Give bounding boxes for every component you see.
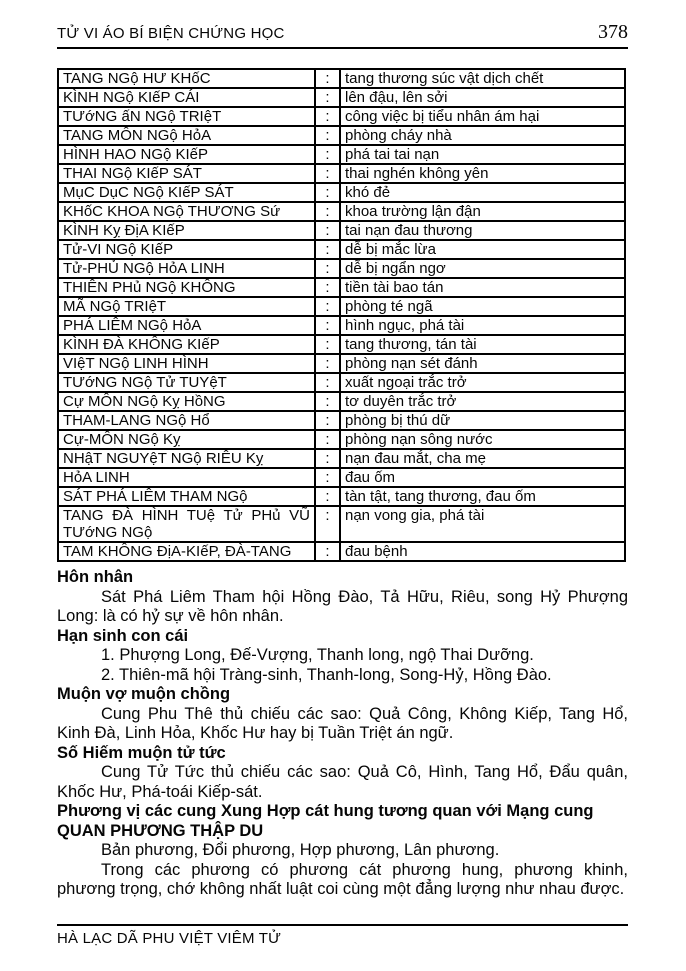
paragraph: Sát Phá Liêm Tham hội Hồng Đào, Tả Hữu, Riêu, song Hỷ Phượng Long: là có hỷ sự về hôn nhân. — [57, 587, 628, 625]
table-row — [58, 202, 625, 221]
paragraph: Cung Phu Thê thủ chiếu các sao: Quả Công, Không Kiếp, Tang Hổ, Kinh Đà, Linh Hỏa, Khốc Hư hay bị Tuần Triệt án ngữ. — [57, 704, 628, 742]
table-cell-separator: : — [315, 354, 340, 373]
table-row — [58, 145, 625, 164]
table-cell-definition: lên đậu, lên sởi — [340, 88, 625, 107]
table-cell-term: MÃ NGộ TRIệT — [58, 297, 315, 316]
table-cell-term: KÌNH Kỵ ĐịA KIếP — [58, 221, 315, 240]
table-cell-definition: tai nạn đau thương — [340, 221, 625, 240]
page-number: 378 — [598, 21, 628, 43]
table-cell-definition: xuất ngoại trắc trở — [340, 373, 625, 392]
table-cell-definition: phòng cháy nhà — [340, 126, 625, 145]
table-cell-definition: dễ bị mắc lừa — [340, 240, 625, 259]
table-cell-definition: thai nghén không yên — [340, 164, 625, 183]
table-cell-separator: : — [315, 221, 340, 240]
page-header-title: TỬ VI ÁO BÍ BIỆN CHỨNG HỌC — [57, 25, 285, 42]
table-cell-separator: : — [315, 145, 340, 164]
table-cell-separator: : — [315, 240, 340, 259]
table-cell-separator: : — [315, 411, 340, 430]
section — [57, 744, 628, 803]
table-cell-separator: : — [315, 202, 340, 221]
table-cell-definition: phòng té ngã — [340, 297, 625, 316]
table-cell-definition: nạn vong gia, phá tài — [340, 506, 625, 542]
paragraph: Bản phương, Đổi phương, Hợp phương, Lân phương. — [101, 841, 500, 859]
star-glossary-table — [57, 68, 626, 562]
table-cell-term: Cự MÔN NGộ Kỵ HồNG — [58, 392, 315, 411]
table-row — [58, 487, 625, 506]
table-cell-term: THIÊN PHủ NGộ KHÔNG — [58, 278, 315, 297]
table-cell-term: TANG ĐÀ HÌNH TUệ Tử PHủ VŨ TƯớNG NGộ — [58, 506, 315, 542]
table-cell-separator: : — [315, 164, 340, 183]
table-cell-definition: phá tai tai nạn — [340, 145, 625, 164]
table-row — [58, 107, 625, 126]
body-text — [57, 568, 628, 900]
table-cell-term: HÌNH HAO NGộ KIếP — [58, 145, 315, 164]
section — [57, 568, 628, 627]
page-footer — [57, 926, 628, 948]
table-cell-term: Cự-MÔN NGộ Kỵ — [58, 430, 315, 449]
table-cell-term: Tử-PHỦ NGộ HỏA LINH — [58, 259, 315, 278]
table-cell-definition: công việc bị tiểu nhân ám hại — [340, 107, 625, 126]
table-cell-term: Tử-VI NGộ KIếP — [58, 240, 315, 259]
table-cell-separator: : — [315, 430, 340, 449]
table-cell-term: KHốC KHOA NGộ THƯƠNG Sứ — [58, 202, 315, 221]
table-cell-term: SÁT PHÁ LIÊM THAM NGộ — [58, 487, 315, 506]
table-cell-term: TANG NGộ HƯ KHốC — [58, 69, 315, 88]
paragraph: 1. Phượng Long, Đế-Vượng, Thanh long, ngộ Thai Dưỡng. — [101, 646, 534, 664]
table-cell-definition: tang thương súc vật dịch chết — [340, 69, 625, 88]
section — [57, 627, 628, 686]
table-cell-term: THAI NGộ KIếP SÁT — [58, 164, 315, 183]
table-cell-definition: dễ bị ngẩn ngơ — [340, 259, 625, 278]
footer-text: HÀ LẠC DÃ PHU VIỆT VIÊM TỬ — [57, 930, 282, 947]
table-row — [58, 542, 625, 561]
table-cell-separator: : — [315, 126, 340, 145]
table-cell-separator: : — [315, 259, 340, 278]
table-cell-definition: hình ngục, phá tài — [340, 316, 625, 335]
table-row — [58, 449, 625, 468]
table-cell-separator: : — [315, 468, 340, 487]
table-cell-separator: : — [315, 297, 340, 316]
table-row — [58, 430, 625, 449]
table-row — [58, 411, 625, 430]
table-row — [58, 392, 625, 411]
table-cell-separator: : — [315, 542, 340, 561]
table-cell-definition: nạn đau mắt, cha mẹ — [340, 449, 625, 468]
table-cell-definition: tiền tài bao tán — [340, 278, 625, 297]
table-cell-separator: : — [315, 107, 340, 126]
table-cell-definition: tàn tật, tang thương, đau ốm — [340, 487, 625, 506]
table-cell-term: NHậT NGUYệT NGộ RIÊU Kỵ — [58, 449, 315, 468]
table-cell-separator: : — [315, 278, 340, 297]
paragraph: Cung Tử Tức thủ chiếu các sao: Quả Cô, Hình, Tang Hổ, Đẩu quân, Khốc Hư, Phá-toái Kiếp-sát. — [57, 763, 628, 801]
table-row — [58, 88, 625, 107]
paragraph: Trong các phương có phương cát phương hung, phương khinh, phương trọng, chớ không nhất luật coi cùng một đẳng lượng như nhau được. — [57, 860, 628, 898]
table-cell-separator: : — [315, 335, 340, 354]
table-cell-term: TƯớNG ấN NGộ TRIệT — [58, 107, 315, 126]
table-row — [58, 164, 625, 183]
table-row — [58, 69, 625, 88]
table-cell-separator: : — [315, 316, 340, 335]
section-heading: Số Hiếm muộn tử tức — [57, 743, 226, 762]
table-cell-term: HỏA LINH — [58, 468, 315, 487]
table-cell-definition: phòng nạn sét đánh — [340, 354, 625, 373]
table-row — [58, 506, 625, 542]
table-cell-term: KÌNH NGộ KIếP CÁI — [58, 88, 315, 107]
table-cell-term: PHÁ LIÊM NGộ HỏA — [58, 316, 315, 335]
table-row — [58, 354, 625, 373]
table-cell-separator: : — [315, 183, 340, 202]
table-row — [58, 316, 625, 335]
section — [57, 802, 628, 900]
table-cell-term: TANG MÔN NGộ HỏA — [58, 126, 315, 145]
table-row — [58, 335, 625, 354]
footer-area — [57, 924, 628, 948]
table-cell-term: MụC DụC NGộ KIếP SÁT — [58, 183, 315, 202]
table-cell-term: TƯớNG NGộ Tử TUYệT — [58, 373, 315, 392]
table-cell-separator: : — [315, 88, 340, 107]
table-cell-term: THAM-LANG NGộ Hổ — [58, 411, 315, 430]
section-heading: Muộn vợ muộn chồng — [57, 685, 231, 703]
table-cell-separator: : — [315, 449, 340, 468]
table-cell-term: TAM KHÔNG ĐịA-KIếP, ĐÀ-TANG — [58, 542, 315, 561]
table-body — [58, 69, 625, 561]
table-cell-definition: tang thương, tán tài — [340, 335, 625, 354]
table-row — [58, 240, 625, 259]
table-row — [58, 126, 625, 145]
table-cell-definition: tơ duyên trắc trở — [340, 392, 625, 411]
table-cell-separator: : — [315, 487, 340, 506]
section-heading: Hạn sinh con cái — [57, 626, 189, 645]
header-rule — [57, 47, 628, 49]
section-heading: Hôn nhân — [57, 568, 134, 586]
table-row — [58, 468, 625, 487]
table-cell-separator: : — [315, 392, 340, 411]
table-row — [58, 259, 625, 278]
section-heading: Phương vị các cung Xung Hợp cát hung tương quan với Mạng cung — [57, 802, 594, 820]
table-row — [58, 297, 625, 316]
table-row — [58, 183, 625, 202]
paragraph: 2. Thiên-mã hội Tràng-sinh, Thanh-long, Song-Hỷ, Hồng Đào. — [101, 665, 552, 684]
table-cell-definition: khoa trường lận đận — [340, 202, 625, 221]
table-cell-separator: : — [315, 506, 340, 542]
table-cell-definition: phòng nạn sông nước — [340, 430, 625, 449]
table-cell-term: KÌNH ĐÀ KHÔNG KIếP — [58, 335, 315, 354]
table-row — [58, 221, 625, 240]
section — [57, 685, 628, 744]
table-cell-term: VIệT NGộ LINH HÌNH — [58, 354, 315, 373]
table-row — [58, 278, 625, 297]
section-heading: QUAN PHƯƠNG THẬP DU — [57, 821, 264, 840]
table-cell-separator: : — [315, 373, 340, 392]
table-cell-definition: đau bệnh — [340, 542, 625, 561]
table-cell-definition: phòng bị thú dữ — [340, 411, 625, 430]
table-cell-separator: : — [315, 69, 340, 88]
table-cell-definition: khó đẻ — [340, 183, 625, 202]
table-cell-definition: đau ốm — [340, 468, 625, 487]
table-row — [58, 373, 625, 392]
page-header — [57, 22, 628, 43]
